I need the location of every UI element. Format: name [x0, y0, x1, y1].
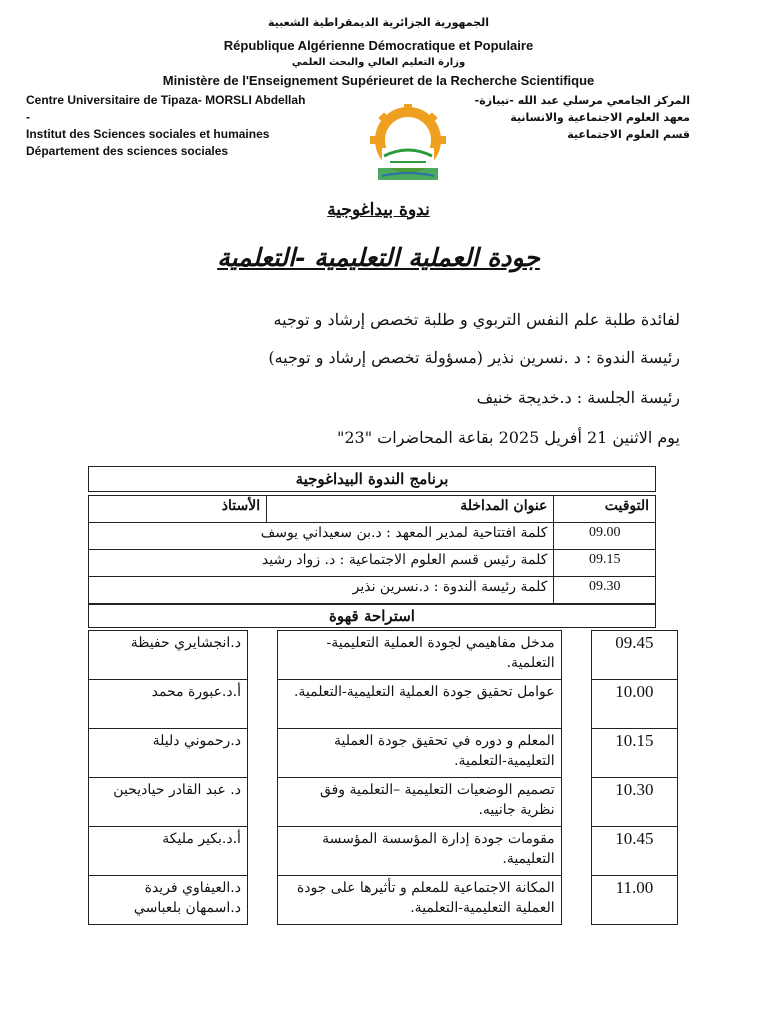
cell-gap [561, 876, 591, 925]
institute-name-ar: معهد العلوم الاجتماعية والانسانية [510, 111, 690, 124]
header-professor: الأستاذ [89, 496, 267, 523]
dash-mark: - [26, 110, 30, 124]
talk-time: 10.45 [591, 827, 677, 876]
cell-gap [247, 876, 277, 925]
opening-time: 09.15 [554, 550, 656, 577]
cell-gap [247, 729, 277, 778]
centre-name-fr: Centre Universitaire de Tipaza- MORSLI Abdellah [26, 93, 306, 107]
talk-professor: د.انجشايري حفيظة [89, 631, 248, 680]
date-line: يوم الاثنين 21 أفريل 2025 بقاعة المحاضرات "23" [337, 428, 680, 447]
header-time: التوقيت [554, 496, 656, 523]
chair-line: رئيسة الندوة : د .نسرين نذير (مسؤولة تخصص إرشاد و توجيه) [268, 348, 680, 367]
cell-gap [247, 778, 277, 827]
header-fr-ministry: Ministère de l'Enseignement Supérieuret de la Recherche Scientifique [162, 73, 595, 88]
talk-professor: أ.د.بكير مليكة [89, 827, 248, 876]
header-right-block [440, 92, 690, 143]
cell-gap [247, 827, 277, 876]
cell-gap [561, 680, 591, 729]
talk-time: 11.00 [591, 876, 677, 925]
header-fr-republic: République Algérienne Démocratique et Populaire [223, 38, 534, 53]
department-name-ar: قسم العلوم الاجتماعية [567, 128, 690, 141]
table-row [89, 729, 678, 778]
header-topic: عنوان المداخلة [267, 496, 554, 523]
talks-table [88, 630, 678, 925]
table-header-row [89, 496, 656, 523]
seminar-label: ندوة بيداغوجية [327, 200, 430, 220]
talk-topic: عوامل تحقيق جودة العملية التعليمية-التعلمية. [278, 680, 562, 729]
talk-time: 10.30 [591, 778, 677, 827]
opening-text: كلمة افتتاحية لمدير المعهد : د.بن سعيداني يوسف [89, 523, 554, 550]
talk-topic: تصميم الوضعيات التعليمية –التعلمية وفق نظرية جانييه. [278, 778, 562, 827]
program-title: برنامج الندوة البيداغوجية [88, 466, 656, 492]
talk-topic: مدخل مفاهيمي لجودة العملية التعليمية-التعلمية. [278, 631, 562, 680]
talk-topic: المعلم و دوره في تحقيق جودة العملية التعليمية-التعلمية. [278, 729, 562, 778]
talk-topic: المكانة الاجتماعية للمعلم و تأثيرها على جودة العملية التعليمية-التعلمية. [278, 876, 562, 925]
audience-line: لفائدة طلبة علم النفس التربوي و طلبة تخصص إرشاد و توجيه [273, 310, 680, 329]
opening-time: 09.30 [554, 577, 656, 604]
table-row [89, 827, 678, 876]
opening-text: كلمة رئيس قسم العلوم الاجتماعية : د. زواد رشيد [89, 550, 554, 577]
university-logo [368, 104, 448, 186]
talk-professor: أ.د.عبورة محمد [89, 680, 248, 729]
table-row [89, 550, 656, 577]
table-row [89, 778, 678, 827]
cell-gap [561, 631, 591, 680]
table-row [89, 631, 678, 680]
header-ar-ministry: وزارة التعليم العالي والبحث العلمي [291, 57, 466, 68]
cell-gap [247, 680, 277, 729]
department-name-fr: Département des sciences sociales [26, 144, 229, 158]
coffee-break: استراحة قهوة [88, 604, 656, 628]
table-row [89, 577, 656, 604]
opening-time: 09.00 [554, 523, 656, 550]
cell-gap [561, 778, 591, 827]
table-row [89, 876, 678, 925]
talk-professor: د.العيفاوي فريدة د.اسمهان بلعباسي [89, 876, 248, 925]
table-row [89, 680, 678, 729]
header-ar-republic: الجمهورية الجزائرية الديمقراطية الشعبية [268, 16, 489, 29]
institute-name-fr: Institut des Sciences sociales et humaines [26, 127, 270, 141]
cell-gap [561, 827, 591, 876]
talk-time: 09.45 [591, 631, 677, 680]
main-title: جودة العملية التعليمية -التعلمية [217, 243, 540, 272]
talk-professor: د.رحموني دليلة [89, 729, 248, 778]
session-chair-line: رئيسة الجلسة : د.خديجة خنيف [476, 388, 680, 407]
opening-text: كلمة رئيسة الندوة : د.نسرين نذير [89, 577, 554, 604]
talk-professor: د. عبد القادر حياديحين [89, 778, 248, 827]
talk-time: 10.15 [591, 729, 677, 778]
centre-name-ar: المركز الجامعي مرسلي عبد الله -تيبازة- [474, 94, 690, 107]
table-row [89, 523, 656, 550]
opening-table [88, 495, 656, 604]
cell-gap [561, 729, 591, 778]
cell-gap [247, 631, 277, 680]
talk-time: 10.00 [591, 680, 677, 729]
talk-topic: مقومات جودة إدارة المؤسسة المؤسسة التعليمية. [278, 827, 562, 876]
header-left-block [26, 92, 305, 160]
